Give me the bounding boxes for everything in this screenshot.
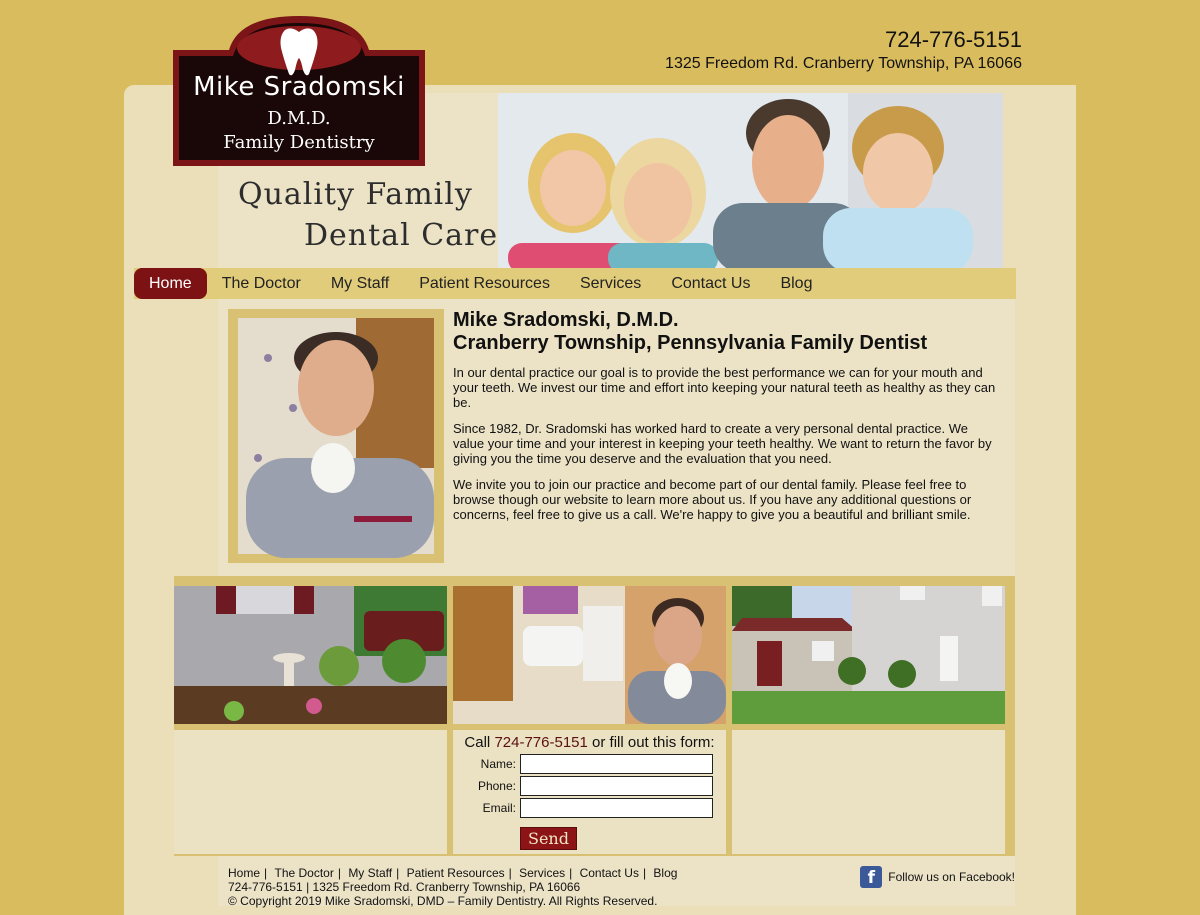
main-nav <box>134 268 1016 299</box>
tooth-icon <box>277 24 321 78</box>
footer-copyright: © Copyright 2019 Mike Sradomski, DMD – Family Dentistry. All Rights Reserved. <box>228 894 658 908</box>
facebook-link[interactable] <box>860 866 1015 888</box>
logo[interactable] <box>169 14 429 169</box>
tagline-line2: Dental Care <box>304 218 499 253</box>
footer-separator: | <box>569 866 573 880</box>
contact-form-row <box>174 726 1015 856</box>
facebook-icon[interactable]: f <box>860 866 882 888</box>
photo-strip <box>174 576 1015 726</box>
facebook-label[interactable]: Follow us on Facebook! <box>888 870 1015 884</box>
header-address: 1325 Freedom Rd. Cranberry Township, PA 16066 <box>665 55 1022 72</box>
doctor-office-photo <box>453 586 726 724</box>
logo-subtitle: Family Dentistry <box>223 132 375 153</box>
nav-item-contact-us[interactable]: Contact Us <box>671 275 751 292</box>
email-label: Email: <box>482 801 516 815</box>
logo-degree: D.M.D. <box>267 108 331 129</box>
footer-link-home[interactable]: Home <box>228 866 261 880</box>
footer-separator: | <box>508 866 512 880</box>
office-garden-photo <box>174 586 447 724</box>
nav-item-my-staff[interactable]: My Staff <box>330 275 390 292</box>
nav-item-home[interactable]: Home <box>134 268 207 299</box>
form-row-right-box <box>732 730 1005 854</box>
form-title-suffix: or fill out this form: <box>592 734 715 751</box>
main-content <box>218 299 1015 576</box>
form-row-left-box <box>174 730 447 854</box>
footer-link-services[interactable]: Services <box>519 866 566 880</box>
page-title-line2: Cranberry Township, Pennsylvania Family Dentist <box>453 332 928 354</box>
intro-paragraph-1: In our dental practice our goal is to provide the best performance we can for your mouth and your teeth. We invest our time and effort into keeping your natural teeth as healthy as they can be. <box>453 365 996 410</box>
contact-form <box>453 730 726 854</box>
send-button[interactable]: Send <box>520 827 577 850</box>
page-title <box>453 309 1003 355</box>
footer-link-my-staff[interactable]: My Staff <box>348 866 393 880</box>
page-title-line1: Mike Sradomski, D.M.D. <box>453 309 679 331</box>
form-title-phone[interactable]: 724-776-5151 <box>494 734 588 751</box>
name-input[interactable] <box>520 754 713 774</box>
tagline-line1: Quality Family <box>238 177 473 212</box>
footer-link-contact-us[interactable]: Contact Us <box>579 866 639 880</box>
nav-item-blog[interactable]: Blog <box>780 275 813 292</box>
footer-separator: | <box>264 866 268 880</box>
footer-nav <box>228 866 681 880</box>
email-row <box>453 798 726 818</box>
doctor-photo-frame <box>228 309 444 563</box>
footer-address: 724-776-5151 | 1325 Freedom Rd. Cranberry Township, PA 16066 <box>228 880 581 894</box>
intro-paragraph-3: We invite you to join our practice and become part of our dental family. Please feel free to browse though our website to learn more about us. If you have any additional questions or concerns, feel free to give us a call. We're happy to give you a beautiful and brilliant smile. <box>453 477 972 522</box>
form-title <box>453 734 726 751</box>
footer-link-blog[interactable]: Blog <box>653 866 678 880</box>
nav-item-patient-resources[interactable]: Patient Resources <box>419 275 550 292</box>
footer-separator: | <box>396 866 400 880</box>
office-exterior-photo <box>732 586 1005 724</box>
doctor-photo <box>238 318 434 554</box>
form-title-prefix: Call <box>464 734 491 751</box>
phone-input[interactable] <box>520 776 713 796</box>
footer <box>218 856 1015 906</box>
family-photo <box>498 93 1003 269</box>
footer-separator: | <box>337 866 341 880</box>
name-row <box>453 754 726 774</box>
nav-item-the-doctor[interactable]: The Doctor <box>221 275 301 292</box>
nav-item-services[interactable]: Services <box>579 275 642 292</box>
intro-paragraph-2: Since 1982, Dr. Sradomski has worked hard to create a very personal dental practice. We value your time and your interest in keeping your teeth healthy. We want to return the favor by giving you the time you deserve and the evaluation that you need. <box>453 421 992 466</box>
footer-link-the-doctor[interactable]: The Doctor <box>274 866 334 880</box>
phone-row <box>453 776 726 796</box>
phone-label: Phone: <box>477 779 516 793</box>
name-label: Name: <box>480 757 516 771</box>
footer-separator: | <box>642 866 647 880</box>
email-input[interactable] <box>520 798 713 818</box>
logo-name: Mike Sradomski <box>193 72 405 102</box>
footer-link-patient-resources[interactable]: Patient Resources <box>406 866 505 880</box>
header-phone[interactable]: 724-776-5151 <box>884 27 1022 52</box>
